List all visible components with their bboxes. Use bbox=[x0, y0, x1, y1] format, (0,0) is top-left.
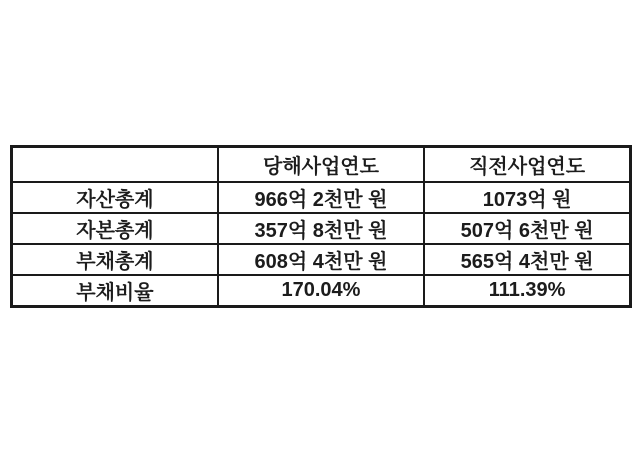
column-header-previous-year: 직전사업연도 bbox=[424, 147, 630, 183]
row-label: 부채총계 bbox=[12, 244, 218, 275]
table-cell: 507억 6천만 원 bbox=[424, 213, 630, 244]
header-row bbox=[12, 147, 631, 183]
row-label: 자본총계 bbox=[12, 213, 218, 244]
row-label: 자산총계 bbox=[12, 182, 218, 213]
table-cell: 1073억 원 bbox=[424, 182, 630, 213]
table-row-total-assets bbox=[12, 182, 631, 213]
fiscal-year-comparison-table bbox=[10, 145, 632, 308]
table-cell: 170.04% bbox=[218, 275, 424, 307]
table-row-total-liabilities bbox=[12, 244, 631, 275]
table-header bbox=[12, 147, 631, 183]
column-header-current-year: 당해사업연도 bbox=[218, 147, 424, 183]
corner-header-cell bbox=[12, 147, 218, 183]
table-cell: 111.39% bbox=[424, 275, 630, 307]
table-cell: 608억 4천만 원 bbox=[218, 244, 424, 275]
table-row-debt-ratio bbox=[12, 275, 631, 307]
table-cell: 357억 8천만 원 bbox=[218, 213, 424, 244]
table-body bbox=[12, 182, 631, 307]
table-row-total-equity bbox=[12, 213, 631, 244]
row-label: 부채비율 bbox=[12, 275, 218, 307]
table-cell: 565억 4천만 원 bbox=[424, 244, 630, 275]
table-cell: 966억 2천만 원 bbox=[218, 182, 424, 213]
financial-summary-table bbox=[10, 145, 632, 308]
